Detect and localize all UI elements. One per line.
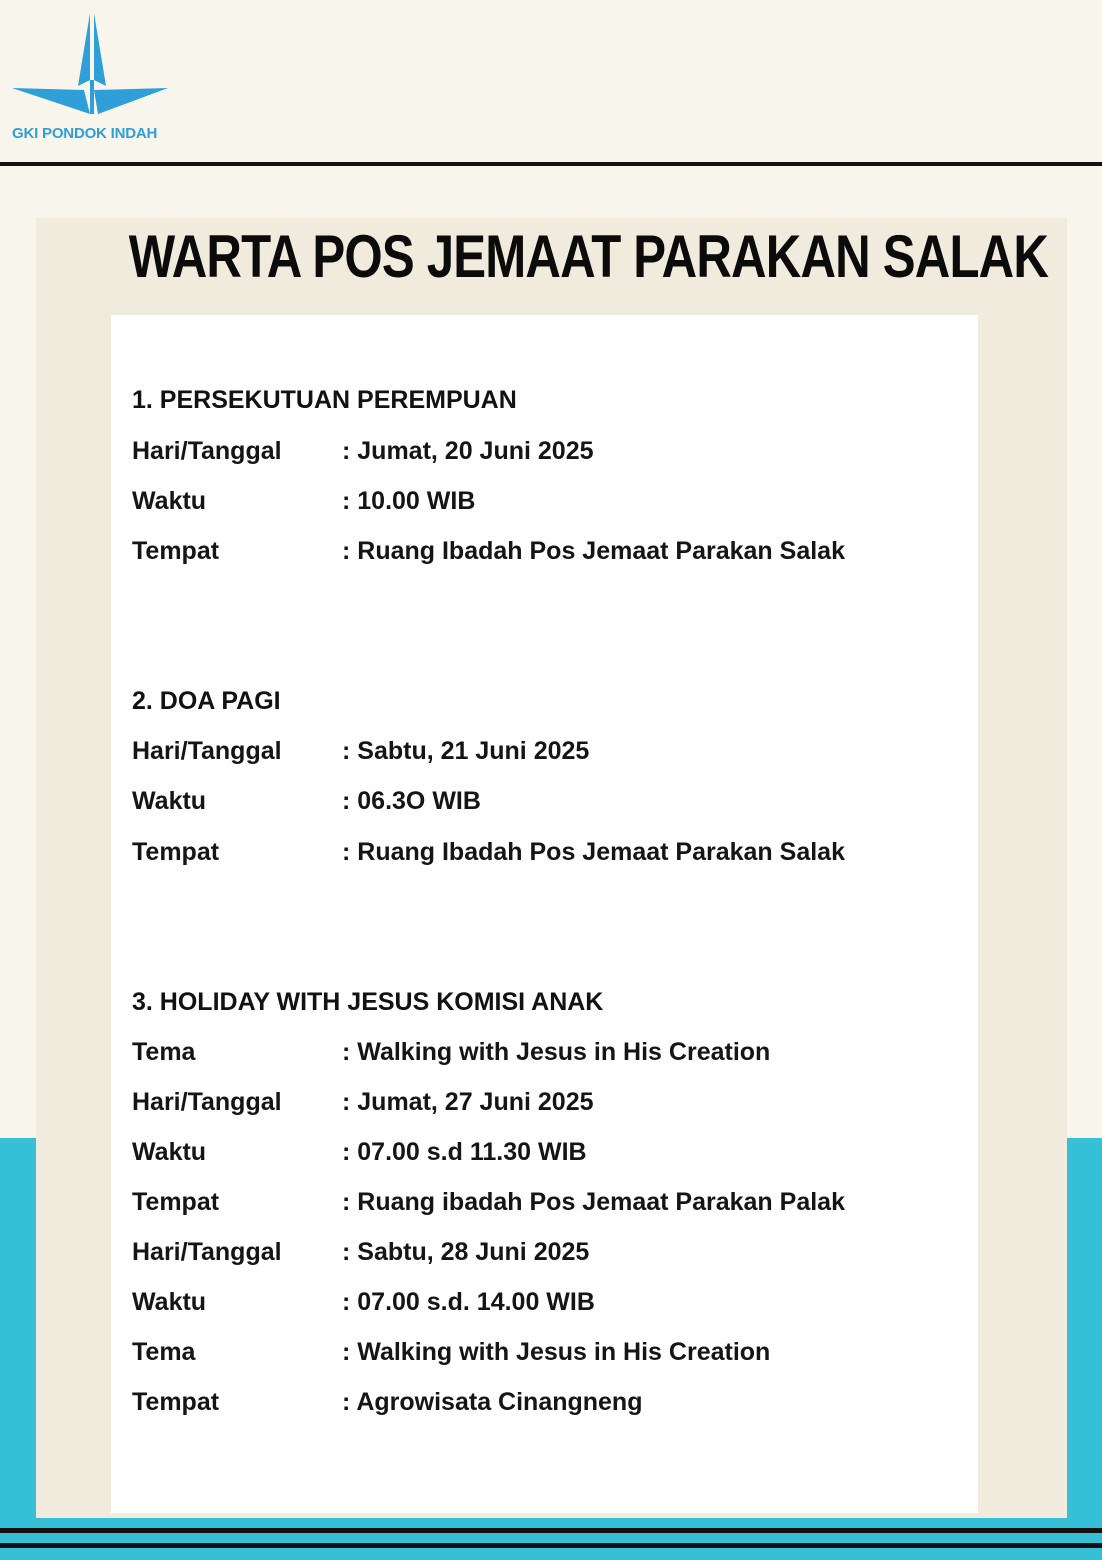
row-label: Waktu — [132, 787, 207, 815]
row-label: Tempat — [132, 838, 220, 866]
row-label: Waktu — [132, 1288, 207, 1316]
row-label: Hari/Tanggal — [132, 1088, 282, 1116]
header-divider — [0, 162, 1102, 166]
row-label: Tema — [132, 1038, 196, 1066]
footer-line-bottom — [0, 1543, 1102, 1548]
row-label: Tempat — [132, 537, 220, 565]
row-value: : Sabtu, 28 Juni 2025 — [342, 1238, 590, 1266]
row-value: : Walking with Jesus in His Creation — [342, 1038, 771, 1066]
row-label: Hari/Tanggal — [132, 737, 282, 765]
section-heading: 1. PERSEKUTUAN PEREMPUAN — [132, 386, 517, 414]
church-name: GKI PONDOK INDAH — [12, 125, 158, 142]
gki-logo-icon — [10, 10, 175, 125]
row-value: : 10.00 WIB — [342, 487, 476, 515]
row-label: Tempat — [132, 1388, 220, 1416]
section-heading: 2. DOA PAGI — [132, 687, 281, 715]
row-label: Tema — [132, 1338, 196, 1366]
row-value: : Sabtu, 21 Juni 2025 — [342, 737, 590, 765]
row-value: : Ruang Ibadah Pos Jemaat Parakan Salak — [342, 537, 845, 565]
section-heading: 3. HOLIDAY WITH JESUS KOMISI ANAK — [132, 988, 604, 1016]
row-value: : 06.3O WIB — [342, 787, 481, 815]
row-label: Waktu — [132, 487, 207, 515]
row-value: : Jumat, 20 Juni 2025 — [342, 437, 594, 465]
footer-line-top — [0, 1528, 1102, 1533]
row-label: Hari/Tanggal — [132, 1238, 282, 1266]
row-value: : Ruang ibadah Pos Jemaat Parakan Palak — [342, 1188, 845, 1216]
row-label: Hari/Tanggal — [132, 437, 282, 465]
row-label: Waktu — [132, 1138, 207, 1166]
row-value: : Agrowisata Cinangneng — [342, 1388, 643, 1416]
page-title: WARTA POS JEMAAT PARAKAN SALAK — [128, 223, 1049, 290]
row-label: Tempat — [132, 1188, 220, 1216]
row-value: : Walking with Jesus in His Creation — [342, 1338, 771, 1366]
row-value: : Ruang Ibadah Pos Jemaat Parakan Salak — [342, 838, 845, 866]
announcement-card — [111, 315, 978, 1513]
row-value: : 07.00 s.d 11.30 WIB — [342, 1138, 587, 1166]
row-value: : Jumat, 27 Juni 2025 — [342, 1088, 594, 1116]
church-logo — [10, 10, 175, 145]
row-value: : 07.00 s.d. 14.00 WIB — [342, 1288, 595, 1316]
